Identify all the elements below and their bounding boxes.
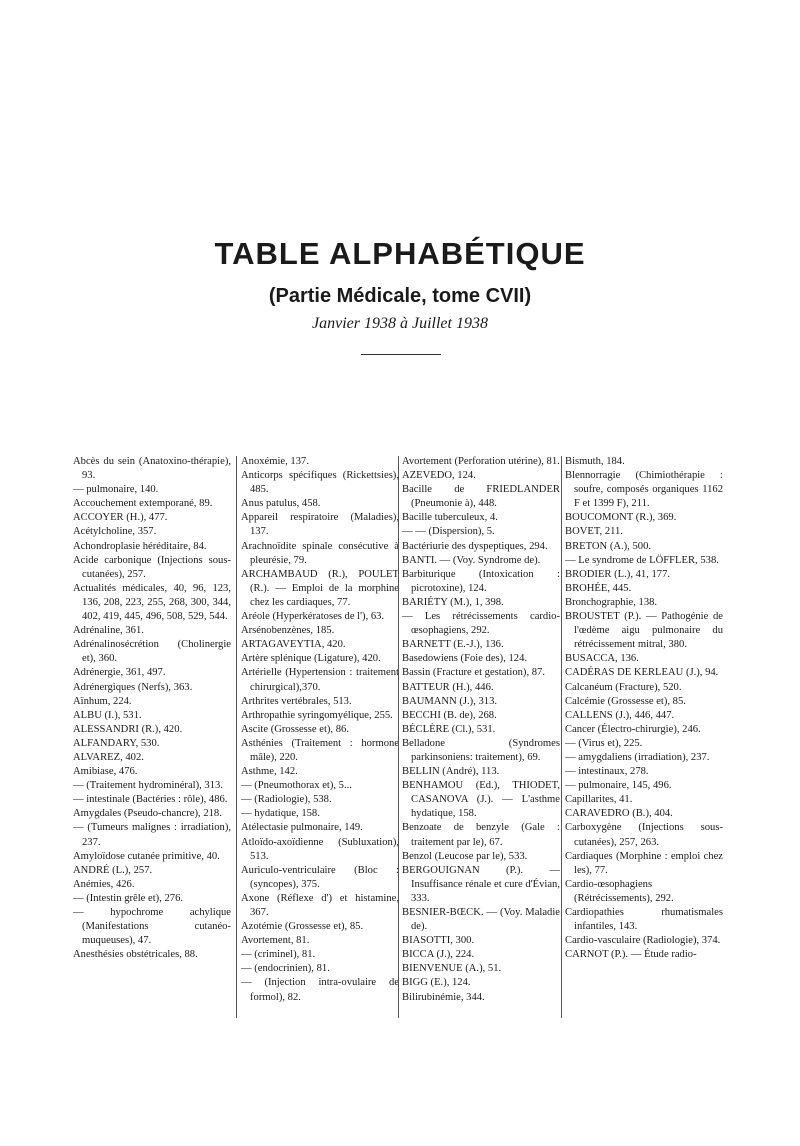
- index-entry: Arthrites vertébrales, 513.: [241, 695, 352, 707]
- index-entry: — intestinale (Bactéries : rôle), 486.: [73, 794, 228, 806]
- index-entry: Adrénalinosécrétion (Cholinergie et), 360.: [73, 639, 231, 665]
- title-rule: [361, 354, 441, 355]
- index-entry: ARTAGAVEYTIA, 420.: [241, 639, 346, 651]
- index-entry: — (Pneumothorax et), 5...: [241, 780, 352, 792]
- index-entry: Achondroplasie héréditaire, 84.: [73, 540, 207, 552]
- index-entry: BELLIN (André), 113.: [402, 766, 500, 778]
- index-entry: Adrénaline, 361.: [73, 625, 144, 637]
- column-divider: [398, 456, 399, 1018]
- index-entry: Calcémie (Grossesse et), 85.: [565, 695, 686, 707]
- index-entry: Amygdales (Pseudo-chancre), 218.: [73, 808, 222, 820]
- index-entry: Bactériurie des dyspeptiques, 294.: [402, 540, 548, 552]
- index-entry: Anticorps spécifiques (Rickettsies), 485.: [241, 470, 399, 496]
- index-entry: Avortement, 81.: [241, 935, 310, 947]
- index-entry: BARNETT (E.-J.), 136.: [402, 639, 504, 651]
- index-entry: ALFANDARY, 530.: [73, 737, 160, 749]
- index-entry: Barbiturique (Intoxication : picrotoxine), 124.: [402, 568, 560, 594]
- date-range: Janvier 1938 à Juillet 1938: [312, 315, 488, 332]
- index-entry: BIENVENUE (A.), 51.: [402, 963, 502, 975]
- index-entry: Avortement (Perforation utérine), 81.: [402, 456, 560, 467]
- index-entry: BRODIER (L.), 41, 177.: [565, 568, 671, 580]
- index-column-2: [241, 455, 399, 1005]
- index-entry: Blennorragie (Chimiothérapie : soufre, composés organiques 1162 F et 1399 F), 211.: [565, 470, 723, 510]
- index-entry: — pulmonaire, 145, 496.: [565, 780, 672, 792]
- index-entry: Amibiase, 476.: [73, 766, 138, 778]
- index-entry: BESNIER-BŒCK. — (Voy. Maladie de).: [402, 907, 560, 933]
- index-entry: Bassin (Fracture et gestation), 87.: [402, 667, 545, 679]
- index-entry: Anus patulus, 458.: [241, 498, 321, 510]
- index-entry: CARNOT (P.). — Étude radio-: [565, 949, 697, 961]
- index-entry: Acide carbonique (Injections sous-cutanées), 257.: [73, 554, 231, 580]
- index-entry: Cardiopathies rhumatismales infantiles, 143.: [565, 907, 723, 933]
- index-entry: Cardio-vasculaire (Radiologie), 374.: [565, 935, 721, 947]
- index-entry: Amyloïdose cutanée primitive, 40.: [73, 850, 220, 862]
- index-entry: — (Radiologie), 538.: [241, 794, 332, 806]
- page-subtitle: (Partie Médicale, tome CVII): [268, 285, 532, 307]
- index-entry: CARAVEDRO (B.), 404.: [565, 808, 673, 820]
- index-entry: BROUSTET (P.). — Pathogénie de l'œdème aigu pulmonaire du rétrécissement mitral, 380.: [565, 611, 723, 651]
- index-entry: BECCHI (B. de), 268.: [402, 709, 497, 721]
- index-entry: Asthme, 142.: [241, 766, 298, 778]
- index-entry: Bacille tuberculeux, 4.: [402, 512, 498, 524]
- index-entry: — hydatique, 158.: [241, 808, 320, 820]
- index-entry: Arsénobenzènes, 185.: [241, 625, 335, 637]
- index-entry: BROHÉE, 445.: [565, 582, 632, 594]
- index-entry: BERGOUIGNAN (P.). — Insuffisance rénale et cure d'Évian, 333.: [402, 864, 560, 904]
- index-entry: Bronchographie, 138.: [565, 596, 658, 608]
- index-entry: — (endocrinien), 81.: [241, 963, 330, 975]
- index-entry: Calcanéum (Fracture), 520.: [565, 681, 682, 693]
- index-entry: — intestinaux, 278.: [565, 766, 649, 778]
- index-entry: BUSACCA, 136.: [565, 653, 639, 665]
- index-entry: Accouchement extemporané, 89.: [73, 498, 213, 510]
- index-column-1: [73, 455, 231, 962]
- index-entry: BRETON (A.), 500.: [565, 540, 652, 552]
- index-entry: — Les rétrécissements cardio-œsophagiens, 292.: [402, 611, 560, 637]
- index-entry: BIASOTTI, 300.: [402, 935, 475, 947]
- index-column-3: [402, 455, 560, 1005]
- index-entry: Bilirubinémie, 344.: [402, 991, 485, 1003]
- index-entry: Cancer (Électro-chirurgie), 246.: [565, 723, 701, 735]
- index-entry: Basedowiens (Foie des), 124.: [402, 653, 528, 665]
- index-entry: Carboxygène (Injections sous-cutanées), 257, 263.: [565, 822, 723, 848]
- index-entry: ACCOYER (H.), 477.: [73, 512, 168, 524]
- index-entry: — (Traitement hydrominéral), 313.: [73, 780, 223, 792]
- index-entry: Arachnoïdite spinale consécutive à pleurésie, 79.: [241, 540, 399, 566]
- column-divider: [561, 456, 562, 1018]
- index-entry: — (Injection intra-ovulaire de formol), 82.: [241, 977, 399, 1003]
- index-entry: BANTI. — (Voy. Syndrome de).: [402, 554, 541, 566]
- index-entry: ALESSANDRI (R.), 420.: [73, 723, 183, 735]
- index-entry: CADÉRAS DE KERLEAU (J.), 94.: [565, 667, 719, 679]
- index-entry: Cardiaques (Morphine : emploi chez les), 77.: [565, 850, 723, 876]
- index-entry: CALLENS (J.), 446, 447.: [565, 709, 675, 721]
- index-entry: Aréole (Hyperkératoses de l'), 63.: [241, 611, 385, 623]
- index-entry: Cardio-œsophagiens (Rétrécissements), 292.: [565, 878, 674, 904]
- index-entry: ALBU (I.), 531.: [73, 709, 142, 721]
- index-entry: Artérielle (Hypertension : traitement chirurgical),370.: [241, 667, 399, 693]
- index-column-4: [565, 455, 723, 962]
- index-entry: Adrénergiques (Nerfs), 363.: [73, 681, 193, 693]
- index-entry: Bacille de FRIEDLANDER (Pneumonie à), 448.: [402, 484, 560, 510]
- index-entry: Adrénergie, 361, 497.: [73, 667, 166, 679]
- index-entry: ANDRÉ (L.), 257.: [73, 864, 153, 876]
- index-entry: BENHAMOU (Ed.), THIODET, CASANOVA (J.). — L'asthme hydatique, 158.: [402, 780, 560, 820]
- column-divider: [236, 456, 237, 1018]
- index-entry: ARCHAMBAUD (R.), POULET (R.). — Emploi de la morphine chez les cardiaques, 77.: [241, 568, 399, 608]
- index-entry: — (Tumeurs malignes : irradiation), 237.: [73, 822, 231, 848]
- index-entry: — amygdaliens (irradiation), 237.: [565, 751, 710, 763]
- index-entry: — (Intestin grêle et), 276.: [73, 892, 184, 904]
- index-entry: Asthénies (Traitement : hormone mâle), 220.: [241, 737, 399, 763]
- index-entry: BICCA (J.), 224.: [402, 949, 475, 961]
- index-entry: Atélectasie pulmonaire, 149.: [241, 822, 363, 834]
- index-entry: Capillarites, 41.: [565, 794, 633, 806]
- index-entry: — pulmonaire, 140.: [73, 484, 159, 496]
- index-entry: Bismuth, 184.: [565, 456, 625, 467]
- index-entry: — hypochrome achylique (Manifestations cutanéo-muqueuses), 47.: [73, 907, 231, 947]
- index-entry: — (criminel), 81.: [241, 949, 316, 961]
- index-entry: Azotémie (Grossesse et), 85.: [241, 921, 364, 933]
- index-entry: ALVAREZ, 402.: [73, 751, 144, 763]
- index-entry: Artère splénique (Ligature), 420.: [241, 653, 381, 665]
- index-entry: Anoxémie, 137.: [241, 456, 309, 467]
- index-entry: — — (Dispersion), 5.: [402, 526, 495, 538]
- index-entry: Belladone (Syndromes parkinsoniens: traitement), 69.: [402, 737, 560, 763]
- index-entry: — (Virus et), 225.: [565, 737, 643, 749]
- index-entry: Auriculo-ventriculaire (Bloc : (syncopes), 375.: [241, 864, 399, 890]
- index-entry: BAUMANN (J.), 313.: [402, 695, 498, 707]
- index-entry: Benzoate de benzyle (Gale : traitement par le), 67.: [402, 822, 560, 848]
- index-entry: — Le syndrome de LÖFFLER, 538.: [565, 554, 719, 566]
- index-entry: Anémies, 426.: [73, 878, 135, 890]
- index-entry: BARIÉTY (M.), 1, 398.: [402, 596, 504, 608]
- index-entry: Abcès du sein (Anatoxino-thérapie), 93.: [73, 456, 231, 482]
- index-entry: BATTEUR (H.), 446.: [402, 681, 494, 693]
- index-entry: Actualités médicales, 40, 96, 123, 136, 208, 223, 255, 268, 300, 344, 402, 419, 445, 496, 508, 529, 544.: [73, 582, 231, 623]
- index-entry: Atloïdo-axoïdienne (Subluxation), 513.: [241, 836, 399, 862]
- index-entry: BÉCLÈRE (Cl.), 531.: [402, 723, 496, 735]
- page-title: TABLE ALPHABÉTIQUE: [214, 236, 586, 271]
- index-entry: BIGG (E.), 124.: [402, 977, 471, 989]
- index-entry: Benzol (Leucose par le), 533.: [402, 850, 528, 862]
- index-entry: Acétylcholine, 357.: [73, 526, 157, 538]
- index-entry: Arthropathie syringomyélique, 255.: [241, 709, 393, 721]
- index-entry: Appareil respiratoire (Maladies), 137.: [241, 512, 399, 538]
- index-entry: Aïnhum, 224.: [73, 695, 132, 707]
- index-entry: BOVET, 211.: [565, 526, 623, 538]
- index-entry: Axone (Réflexe d') et histamine, 367.: [241, 892, 399, 918]
- index-entry: Ascite (Grossesse et), 86.: [241, 723, 349, 735]
- index-entry: Anesthésies obstétricales, 88.: [73, 949, 198, 961]
- index-entry: BOUCOMONT (R.), 369.: [565, 512, 677, 524]
- index-entry: AZEVEDO, 124.: [402, 470, 476, 482]
